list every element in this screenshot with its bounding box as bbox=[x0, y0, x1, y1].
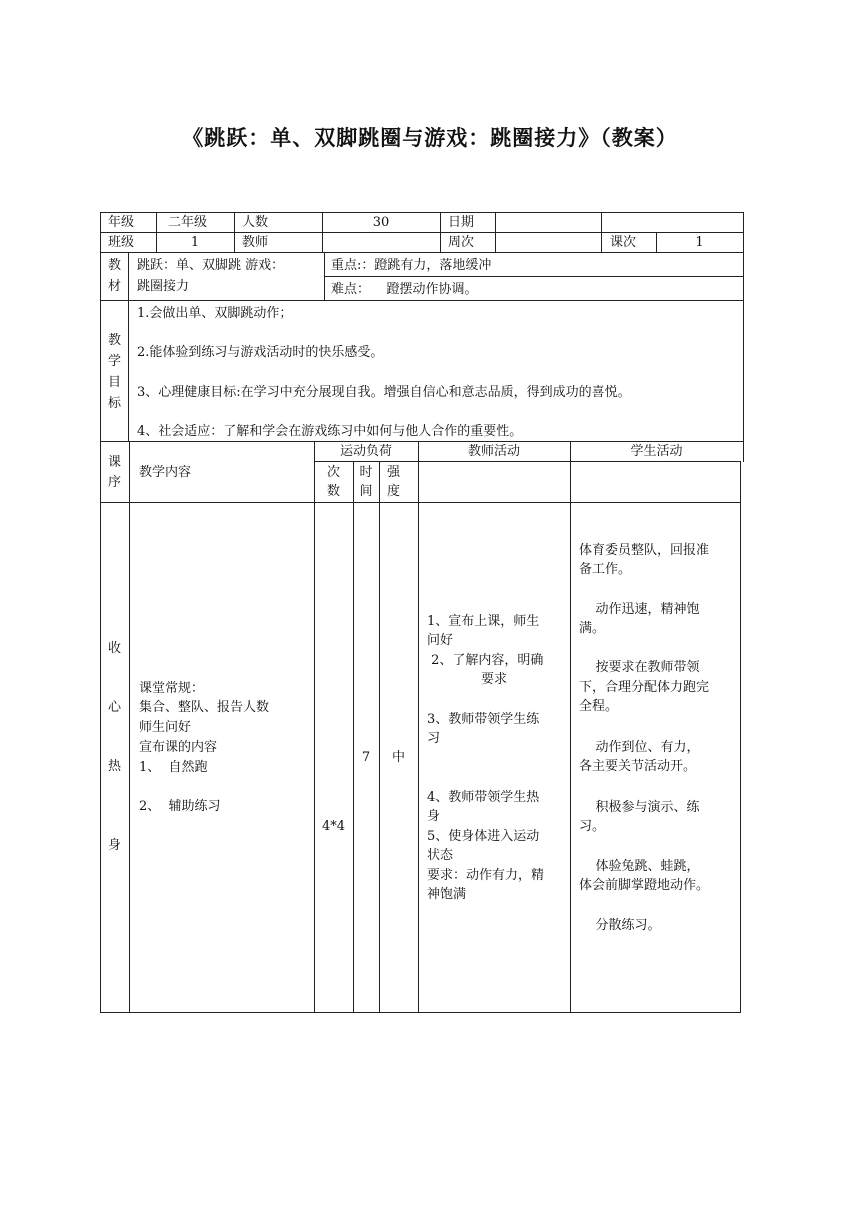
student-activity-header: 学生活动 bbox=[630, 444, 683, 459]
student-line: 按要求在教师带领 bbox=[579, 660, 700, 675]
section-name: 收 bbox=[108, 641, 122, 656]
student-line: 满。 bbox=[579, 621, 606, 636]
material-content: 跳圈接力 bbox=[137, 279, 190, 294]
student-line: 体会前脚掌蹬地动作。 bbox=[579, 878, 710, 893]
teacher-line: 3、教师带领学生练 bbox=[427, 712, 540, 727]
count-header: 数 bbox=[326, 484, 340, 499]
objective-item: 3、心理健康目标:在学习中充分展现自我。增强自信心和意志品质，得到成功的喜悦。 bbox=[137, 385, 631, 400]
sequence-header: 序 bbox=[108, 475, 122, 490]
count-value: 4*4 bbox=[321, 819, 346, 834]
content-line: 1、 自然跑 bbox=[139, 760, 208, 775]
student-line: 体验兔跳、蛙跳， bbox=[579, 859, 700, 874]
intensity-value: 中 bbox=[391, 750, 405, 765]
time-value: 7 bbox=[361, 750, 371, 765]
intensity-header: 强 bbox=[387, 465, 401, 480]
teacher-line: 习 bbox=[427, 731, 441, 746]
teacher-label: 教师 bbox=[242, 235, 269, 250]
student-line: 习。 bbox=[579, 819, 606, 834]
material-content: 跳跃：单、双脚跳 游戏： bbox=[137, 258, 285, 273]
teacher-line: 4、教师带领学生热 bbox=[427, 790, 540, 805]
section-name: 热 bbox=[108, 759, 122, 774]
load-header: 运动负荷 bbox=[339, 444, 392, 459]
document-title: 《跳跃：单、双脚跳圈与游戏：跳圈接力》（教案） bbox=[182, 126, 678, 150]
lesson-value: 1 bbox=[695, 235, 704, 250]
class-label: 班级 bbox=[108, 235, 135, 250]
content-line: 2、 辅助练习 bbox=[139, 799, 221, 814]
time-header: 时 bbox=[359, 465, 373, 480]
date-label: 日期 bbox=[448, 215, 475, 230]
objectives-label: 教 bbox=[108, 333, 122, 348]
people-label: 人数 bbox=[242, 215, 269, 230]
student-line: 全程。 bbox=[579, 699, 619, 714]
sequence-header: 课 bbox=[108, 455, 122, 470]
content-line: 集合、整队、报告人数 bbox=[139, 700, 270, 715]
content-line: 课堂常规： bbox=[139, 681, 205, 696]
student-line: 体育委员整队，回报准 bbox=[579, 543, 710, 558]
student-line: 各主要关节活动开。 bbox=[579, 759, 697, 774]
content-header: 教学内容 bbox=[139, 465, 192, 480]
key-point: 重点:：蹬跳有力，落地缓冲 bbox=[331, 258, 492, 273]
teacher-line: 问好 bbox=[427, 633, 454, 648]
lesson-label: 课次 bbox=[610, 235, 637, 250]
objective-item: 1.会做出单、双脚跳动作； bbox=[137, 306, 293, 321]
intensity-header: 度 bbox=[387, 484, 401, 499]
content-line: 宣布课的内容 bbox=[139, 740, 218, 755]
week-label: 周次 bbox=[448, 235, 475, 250]
objectives-label: 目 bbox=[108, 375, 122, 390]
objectives-label: 学 bbox=[108, 354, 122, 369]
teacher-line: 要求 bbox=[481, 672, 508, 687]
time-header: 间 bbox=[359, 484, 373, 499]
difficulty: 难点： 蹬摆动作协调。 bbox=[331, 282, 478, 297]
teacher-line: 2、了解内容，明确 bbox=[427, 653, 544, 668]
content-line: 师生问好 bbox=[139, 720, 192, 735]
student-line: 备工作。 bbox=[579, 562, 632, 577]
student-line: 动作到位、有力， bbox=[579, 740, 700, 755]
section-name: 心 bbox=[108, 700, 122, 715]
student-line: 下，合理分配体力跑完 bbox=[579, 680, 710, 695]
count-header: 次 bbox=[326, 465, 340, 480]
teacher-activity-header: 教师活动 bbox=[467, 444, 520, 459]
objective-item: 4、社会适应：了解和学会在游戏练习中如何与他人合作的重要性。 bbox=[137, 424, 523, 439]
section-name: 身 bbox=[108, 838, 122, 853]
teacher-line: 状态 bbox=[427, 848, 454, 863]
class-value: 1 bbox=[190, 235, 200, 250]
teacher-line: 要求：动作有力，精 bbox=[427, 868, 545, 883]
teacher-line: 身 bbox=[427, 809, 441, 824]
teacher-line: 神饱满 bbox=[427, 887, 467, 902]
student-line: 分散练习。 bbox=[579, 918, 661, 933]
material-label: 材 bbox=[108, 279, 122, 294]
teacher-line: 5、使身体进入运动 bbox=[427, 829, 540, 844]
objectives-label: 标 bbox=[108, 396, 122, 411]
people-value: 30 bbox=[372, 215, 390, 230]
grade-label: 年级 bbox=[108, 215, 135, 230]
student-line: 动作迅速，精神饱 bbox=[579, 602, 700, 617]
material-label: 教 bbox=[108, 258, 122, 273]
objective-item: 2.能体验到练习与游戏活动时的快乐感受。 bbox=[137, 345, 384, 360]
teacher-line: 1、宣布上课，师生 bbox=[427, 614, 540, 629]
student-line: 积极参与演示、练 bbox=[579, 800, 700, 815]
grade-value: 二年级 bbox=[168, 215, 208, 230]
